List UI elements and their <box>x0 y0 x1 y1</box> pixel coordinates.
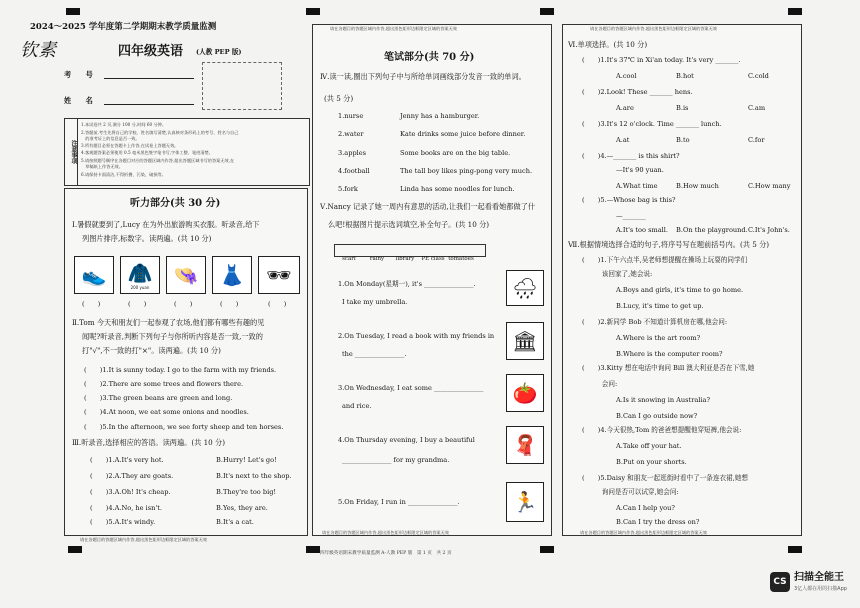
tomato-icon: 🍅 <box>506 374 544 412</box>
q6-option-b: B.How much <box>676 182 719 190</box>
q6-option-a: A.are <box>616 104 634 112</box>
q7-option-a: A.Is it snowing in Australia? <box>616 396 710 404</box>
q7-option-a: A.Where is the art room? <box>616 334 701 342</box>
q5-line: 3.On Wednesday, I eat some _______________ <box>338 384 484 392</box>
q3-item: ( )2.A.They are goats. <box>90 472 174 480</box>
sneaker-icon: 👟 <box>74 256 114 294</box>
word-bank <box>334 244 486 262</box>
word-bank-item: library <box>395 256 415 262</box>
q5-line: 4.On Thursday evening, I buy a beautiful <box>338 436 475 444</box>
coat-icon: 🧥 200 yuan <box>120 256 160 294</box>
q6-subline: —_______ <box>616 212 646 220</box>
q2-instruction: 打"√",不一致的打"×"。读两遍。(共 10 分) <box>82 346 221 355</box>
registration-mark <box>66 8 80 15</box>
handwritten-signature: 钦素 <box>20 40 56 61</box>
exam-no-label: 考 号 <box>64 70 93 79</box>
q2-item: ( )2.There are some trees and flowers there. <box>84 380 244 388</box>
q6-instruction: Ⅵ.单项选择。(共 10 分) <box>568 40 648 49</box>
bottom-notice: 请在各题目的答题区域内作答,超出黑色矩形边框限定区域的答案无效 <box>580 530 707 535</box>
name-field[interactable] <box>104 104 194 105</box>
q2-instruction: Ⅱ.Tom 今天和朋友们一起参观了农场,他们都有哪些有趣的见 <box>72 318 265 327</box>
q5-line: _______________ for my grandma. <box>342 456 450 464</box>
q4-instruction: Ⅳ.读一读,圈出下列句子中与所给单词画线部分发音一致的单词。 <box>320 72 526 81</box>
q3-item: ( )3.A.Oh! It's cheap. <box>90 488 171 496</box>
q1-answer[interactable]: ( ) <box>128 300 147 308</box>
word-bank-item: rainy <box>369 256 385 262</box>
q7-option-a: A.Can I help you? <box>616 504 675 512</box>
q4-instruction: (共 5 分) <box>324 94 354 103</box>
q4-sentence: Jenny has a hamburger. <box>400 112 480 120</box>
q2-item: ( )3.The green beans are green and long. <box>84 394 233 402</box>
q3-instruction: Ⅲ.听录音,选择相应的答语。读两遍。(共 10 分) <box>72 438 226 447</box>
q5-line: and rice. <box>342 402 372 410</box>
rain-cloud-icon: 🌧 <box>506 270 544 306</box>
q4-sentence: Kate drinks some juice before dinner. <box>400 130 526 138</box>
top-notice: 请在各题目的答题区域内作答,超出黑色矩形边框限定区域的答案无效 <box>330 26 457 31</box>
q7-line: 会问: <box>582 380 618 388</box>
registration-mark <box>68 546 82 553</box>
q7-option-b: B.Can I try the dress on? <box>616 518 700 526</box>
scanner-logo-icon: CS <box>770 572 790 592</box>
q4-word: 1.nurse <box>338 112 364 120</box>
registration-mark <box>540 8 554 15</box>
q7-option-b: B.Can I go outside now? <box>616 412 698 420</box>
exam-title: 2024～2025 学年度第二学期期末教学质量监测 <box>30 22 217 32</box>
q4-word: 4.football <box>338 167 370 175</box>
q1-instruction: Ⅰ.暑假就要到了,Lucy 在为外出旅游购买衣服。听录音,给下 <box>72 220 260 229</box>
scarf-icon: 🧣 <box>506 426 544 464</box>
q3-option-b: B.Hurry! Let's go! <box>216 456 277 464</box>
sunglasses-icon: 🕶 <box>258 256 300 294</box>
q7-option-b: B.Put on your shorts. <box>616 458 687 466</box>
watermark-subtitle: 3亿人都在用的扫描App <box>794 586 847 592</box>
q7-line: 询问是否可以试穿,她会问: <box>582 488 679 496</box>
edition-label: (人教 PEP 版) <box>196 48 242 56</box>
notes-line: 1.本试卷共 2 页,满分 100 分,时间 60 分钟。 <box>81 122 167 127</box>
q7-option-a: A.Take off your hat. <box>616 442 682 450</box>
library-building-icon: 🏛 <box>506 322 544 360</box>
q7-line: ( )3.Kitty 想在电话中询问 Bill 澳大利亚是否在下雪,她 <box>582 364 755 372</box>
q4-sentence: Linda has some noodles for lunch. <box>400 185 515 193</box>
registration-mark <box>540 546 554 553</box>
q3-option-b: B.It's next to the shop. <box>216 472 292 480</box>
q6-option-b: B.On the playground. <box>676 226 748 234</box>
q6-option-a: A.What time <box>616 182 658 190</box>
q5-line: 1.On Monday(星期一), it's _______________. <box>338 280 476 288</box>
q6-stem: ( )5.—Whose bag is this? <box>582 196 676 204</box>
q2-item: ( )1.It is sunny today. I go to the farm with my friends. <box>84 366 277 374</box>
q2-item: ( )5.In the afternoon, we see forty sheep and ten horses. <box>84 423 284 431</box>
registration-mark <box>788 546 802 553</box>
q1-answer[interactable]: ( ) <box>220 300 239 308</box>
notes-line: 的准考证上的信息是否一致。 <box>81 136 140 141</box>
registration-mark <box>306 546 320 553</box>
q4-word: 5.fork <box>338 185 358 193</box>
q7-line: 该回家了,她会说: <box>582 270 653 278</box>
word-bank-item: PE class <box>421 256 445 262</box>
q3-option-b: B.Yes, they are. <box>216 504 268 512</box>
q6-stem: ( )2.Look! These _______ hens. <box>582 88 693 96</box>
q6-option-c: C.It's John's. <box>748 226 790 234</box>
q5-line: the _______________. <box>342 350 407 358</box>
notes-box <box>64 118 310 186</box>
running-icon: 🏃 <box>506 482 544 522</box>
q1-instruction: 列图片排序,标数字。读两遍。(共 10 分) <box>82 234 212 243</box>
q1-answer[interactable]: ( ) <box>268 300 287 308</box>
notes-line: 草稿纸上作答无效。 <box>81 164 123 169</box>
q2-instruction: 闻呢?听录音,判断下列句子与你所听内容是否一致,一致的 <box>82 332 263 341</box>
notes-line: 6.请保持卡面清洁,不得折叠、污染、破损等。 <box>81 172 166 177</box>
q7-line: ( )1.下午六点半,吴老师想提醒在操场上玩耍的同学们 <box>582 256 748 264</box>
q3-option-b: B.They're too big! <box>216 488 277 496</box>
q2-item: ( )4.At noon, we eat some onions and noodles. <box>84 408 249 416</box>
q7-instruction: Ⅶ.根据情境选择合适的句子,将序号写在题前括号内。(共 5 分) <box>568 240 770 249</box>
registration-mark <box>788 8 802 15</box>
q6-stem: ( )1.It's 37℃ in Xi'an today. It's very _______. <box>582 56 741 64</box>
q6-option-c: C.cold <box>748 72 769 80</box>
q7-line: ( )2.新同学 Bob 不知道计算机房在哪,他会问: <box>582 318 728 326</box>
q3-option-b: B.It's a cat. <box>216 518 254 526</box>
q4-sentence: Some books are on the big table. <box>400 149 511 157</box>
q6-option-a: A.It's too small. <box>616 226 668 234</box>
q7-option-a: A.Boys and girls, it's time to go home. <box>616 286 744 294</box>
q5-instruction: 么吧!根据图片提示选词填空,补全句子。(共 10 分) <box>328 220 490 229</box>
q6-option-c: C.How many <box>748 182 791 190</box>
q6-option-b: B.to <box>676 136 690 144</box>
q5-line: 2.On Tuesday, I read a book with my friends in <box>338 332 495 340</box>
q3-item: ( )1.A.It's very hot. <box>90 456 164 464</box>
bottom-notice: 请在各题目的答题区域内作答,超出黑色矩形边框限定区域的答案无效 <box>80 537 207 542</box>
q6-option-c: C.for <box>748 136 765 144</box>
exam-no-field[interactable] <box>104 78 194 79</box>
q7-option-b: B.Lucy, it's time to get up. <box>616 302 704 310</box>
q6-stem: ( )4.—_______ is this shirt? <box>582 152 680 160</box>
listening-title: 听力部分(共 30 分) <box>130 198 221 209</box>
subject-title: 四年级英语 <box>118 44 184 59</box>
word-bank-item: scarf <box>342 256 356 262</box>
notes-line: 5.请按照题号顺序在各题目对应的答题区域内作答,超出答题区域书写的答案无效,在 <box>81 158 235 163</box>
written-title: 笔试部分(共 70 分) <box>384 52 475 63</box>
q6-subline: —It's 90 yuan. <box>616 166 664 174</box>
q5-line: I take my umbrella. <box>342 298 408 306</box>
q4-sentence: The tall boy likes ping-pong very much. <box>400 167 533 175</box>
q4-word: 3.apples <box>338 149 367 157</box>
barcode-area <box>202 62 282 110</box>
registration-mark <box>306 8 320 15</box>
q1-answer[interactable]: ( ) <box>82 300 101 308</box>
name-label: 姓 名 <box>64 96 93 105</box>
q5-instruction: Ⅴ.Nancy 记录了她一周内有意思的活动,让我们一起看看她都做了什 <box>320 202 536 211</box>
q6-option-a: A.cool <box>616 72 637 80</box>
hat-icon: 👒 <box>166 256 206 294</box>
watermark-title: 扫描全能王 <box>794 572 844 583</box>
top-notice: 请在各题目的答题区域内作答,超出黑色矩形边框限定区域的答案无效 <box>590 26 717 31</box>
notes-label: 注意事项 <box>65 119 78 185</box>
q6-stem: ( )3.It's 12 o'clock. Time _______ lunch. <box>582 120 722 128</box>
notes-line: 4.客观题答案必须使用 0.5 毫米黑色签字笔书写,字体工整、笔迹清楚。 <box>81 150 213 155</box>
q3-item: ( )5.A.It's windy. <box>90 518 156 526</box>
bottom-notice: 请在各题目的答题区域内作答,超出黑色矩形边框限定区域的答案无效 <box>322 530 449 535</box>
notes-line: 3.所有题目必须在答题卡上作答,在试卷上答题无效。 <box>81 143 179 148</box>
q1-answer[interactable]: ( ) <box>174 300 193 308</box>
dress-icon: 👗 <box>212 256 252 294</box>
q7-line: ( )5.Daisy 和朋友一起逛街时看中了一条连衣裙,她想 <box>582 474 748 482</box>
q6-option-a: A.at <box>616 136 630 144</box>
price-label: 200 yuan <box>130 284 150 290</box>
q6-option-b: B.hot <box>676 72 694 80</box>
notes-line: 2.答题前,考生先将自己的学校、姓名填写清楚,认真核对条形码上的考号、姓名与自己 <box>81 130 239 135</box>
q4-word: 2.water <box>338 130 364 138</box>
q3-item: ( )4.A.No, he isn't. <box>90 504 162 512</box>
q7-line: ( )4.今天很热,Tom 的爸爸想提醒他穿短裤,他会说: <box>582 426 742 434</box>
q6-option-c: C.am <box>748 104 766 112</box>
q7-option-b: B.Where is the computer room? <box>616 350 723 358</box>
page-footer: 四年级英语期末教学质量监测 A-人教 PEP 版 第 1 页 共 2 页 <box>320 551 452 556</box>
q6-option-b: B.is <box>676 104 689 112</box>
q5-line: 5.On Friday, I run in _______________. <box>338 498 460 506</box>
word-bank-item: tomatoes <box>448 256 474 262</box>
